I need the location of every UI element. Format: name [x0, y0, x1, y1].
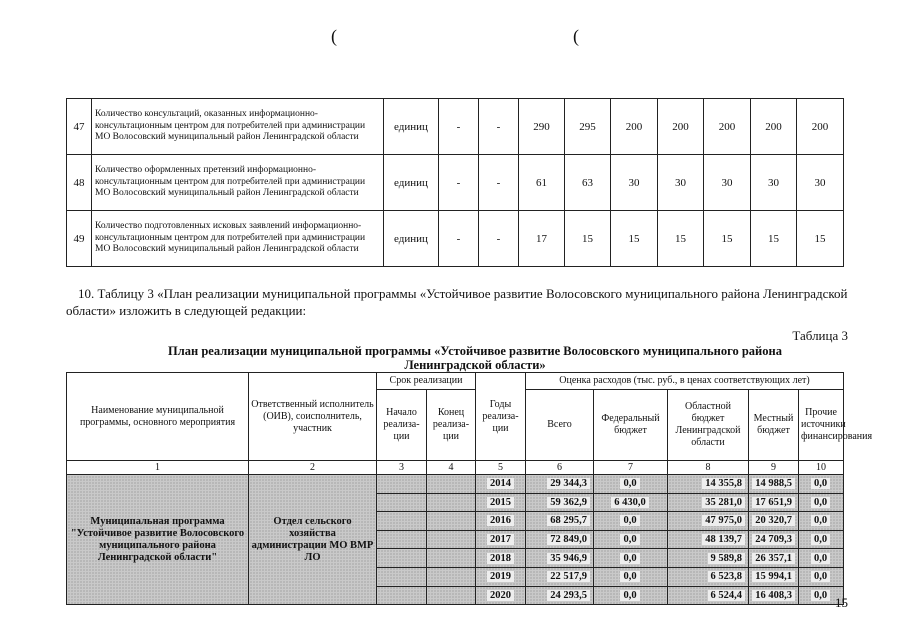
other-cell-value: 0,0: [811, 497, 830, 508]
unit-cell: единиц: [384, 99, 439, 155]
value-cell: 30: [704, 155, 751, 211]
header-cost: Оценка расходов (тыс. руб., в ценах соответствующих лет): [526, 373, 844, 390]
local-cell: [749, 530, 799, 549]
end-cell: [427, 567, 476, 586]
table-title: План реализации муниципальной программы «Устойчивое развитие Волосовского муниципального района Ленинградской области»: [168, 344, 782, 372]
regional-cell-value: 47 975,0: [702, 515, 745, 526]
other-cell: [799, 567, 844, 586]
indicator-description: Количество оформленных претензий информационно-консультационным центром для потребителей при администрации МО Волосовский муниципальный район Ленинградской области: [92, 155, 384, 211]
regional-cell-value: 6 523,8: [708, 571, 746, 582]
end-cell: [427, 530, 476, 549]
year-cell-value: 2019: [487, 571, 514, 582]
start-cell: [377, 586, 427, 605]
local-cell: [749, 512, 799, 531]
executor-name: Отдел сельского хозяйства администрации МО ВМР ЛО: [249, 475, 377, 605]
regional-cell-value: 14 355,8: [702, 478, 745, 489]
total-cell: [526, 475, 594, 494]
total-cell: [526, 549, 594, 568]
header-start: Начало реализа-ции: [377, 390, 427, 461]
column-index: 6: [526, 461, 594, 475]
total-cell: [526, 567, 594, 586]
local-cell: [749, 567, 799, 586]
column-index: 1: [67, 461, 249, 475]
federal-cell-value: 0,0: [620, 534, 639, 545]
unit-cell: единиц: [384, 155, 439, 211]
other-cell: [799, 493, 844, 512]
other-cell-value: 0,0: [811, 534, 830, 545]
dash-cell: -: [479, 99, 519, 155]
column-index: 3: [377, 461, 427, 475]
federal-cell-value: 0,0: [620, 478, 639, 489]
page-number: 15: [835, 595, 848, 610]
local-cell-value: 14 988,5: [752, 478, 795, 489]
start-cell: [377, 530, 427, 549]
value-cell: 295: [565, 99, 611, 155]
local-cell: [749, 549, 799, 568]
indicator-description: Количество консультаций, оказанных информационно-консультационным центром для потребителей при администрации МО Волосовский муниципальный район Ленинградской области: [92, 99, 384, 155]
local-cell-value: 24 709,3: [752, 534, 795, 545]
local-cell-value: 17 651,9: [752, 497, 795, 508]
local-cell: [749, 493, 799, 512]
end-cell: [427, 475, 476, 494]
end-cell: [427, 549, 476, 568]
header-term: Срок реализации: [377, 373, 476, 390]
table-label: Таблица 3: [792, 328, 848, 343]
regional-cell: [668, 567, 749, 586]
value-cell: 200: [751, 99, 797, 155]
local-cell-value: 20 320,7: [752, 515, 795, 526]
regional-cell: [668, 493, 749, 512]
federal-cell-value: 6 430,0: [611, 497, 649, 508]
year-cell-value: 2014: [487, 478, 514, 489]
year-cell: [476, 475, 526, 494]
value-cell: 17: [519, 211, 565, 267]
value-cell: 200: [704, 99, 751, 155]
local-cell: [749, 586, 799, 605]
end-cell: [427, 493, 476, 512]
column-index: 8: [668, 461, 749, 475]
table-row: [67, 99, 844, 155]
header-name: Наименование муниципальной программы, основного мероприятия: [67, 373, 249, 461]
regional-cell: [668, 549, 749, 568]
header-local: Местный бюджет: [749, 390, 799, 461]
year-cell: [476, 512, 526, 531]
dash-cell: -: [479, 211, 519, 267]
regional-cell: [668, 475, 749, 494]
value-cell: 15: [797, 211, 844, 267]
year-cell-value: 2020: [487, 590, 514, 601]
value-cell: 15: [658, 211, 704, 267]
value-cell: 63: [565, 155, 611, 211]
year-cell-value: 2015: [487, 497, 514, 508]
regional-cell: [668, 530, 749, 549]
federal-cell-value: 0,0: [620, 515, 639, 526]
total-cell: [526, 493, 594, 512]
other-cell: [799, 530, 844, 549]
value-cell: 30: [658, 155, 704, 211]
program-name: Муниципальная программа "Устойчивое развитие Волосовского муниципального района Ленинградской области": [67, 475, 249, 605]
federal-cell: [594, 530, 668, 549]
other-cell-value: 0,0: [811, 553, 830, 564]
value-cell: 61: [519, 155, 565, 211]
indicators-table: [66, 98, 844, 267]
header-total: Всего: [526, 390, 594, 461]
federal-cell: [594, 493, 668, 512]
table-row: [67, 475, 844, 494]
year-cell: [476, 586, 526, 605]
total-cell-value: 29 344,3: [547, 478, 590, 489]
year-cell: [476, 530, 526, 549]
column-index: 5: [476, 461, 526, 475]
header-end: Конец реализа-ции: [427, 390, 476, 461]
start-cell: [377, 493, 427, 512]
value-cell: 200: [611, 99, 658, 155]
row-number: 48: [67, 155, 92, 211]
other-cell-value: 0,0: [811, 515, 830, 526]
row-number: 47: [67, 99, 92, 155]
year-cell-value: 2016: [487, 515, 514, 526]
header-regional: Областной бюджет Ленинградской области: [668, 390, 749, 461]
column-index: 4: [427, 461, 476, 475]
column-index: 10: [799, 461, 844, 475]
value-cell: 200: [658, 99, 704, 155]
total-cell: [526, 530, 594, 549]
federal-cell-value: 0,0: [620, 571, 639, 582]
federal-cell-value: 0,0: [620, 553, 639, 564]
year-cell-value: 2017: [487, 534, 514, 545]
other-cell-value: 0,0: [811, 478, 830, 489]
value-cell: 290: [519, 99, 565, 155]
other-cell: [799, 549, 844, 568]
bracket-mark-right: (: [573, 26, 579, 46]
federal-cell: [594, 512, 668, 531]
start-cell: [377, 512, 427, 531]
total-cell: [526, 586, 594, 605]
local-cell-value: 26 357,1: [752, 553, 795, 564]
unit-cell: единиц: [384, 211, 439, 267]
regional-cell: [668, 586, 749, 605]
other-cell: [799, 512, 844, 531]
other-cell-value: 0,0: [811, 571, 830, 582]
federal-cell: [594, 586, 668, 605]
column-index: 7: [594, 461, 668, 475]
year-cell: [476, 549, 526, 568]
total-cell-value: 68 295,7: [547, 515, 590, 526]
end-cell: [427, 586, 476, 605]
value-cell: 15: [611, 211, 658, 267]
federal-cell: [594, 549, 668, 568]
total-cell-value: 22 517,9: [547, 571, 590, 582]
total-cell-value: 59 362,9: [547, 497, 590, 508]
regional-cell: [668, 512, 749, 531]
header-other: Прочие источники финансирования: [799, 390, 844, 461]
column-index: 2: [249, 461, 377, 475]
year-cell: [476, 493, 526, 512]
year-cell: [476, 567, 526, 586]
plan-table: [66, 372, 873, 605]
value-cell: 30: [751, 155, 797, 211]
end-cell: [427, 512, 476, 531]
dash-cell: -: [439, 99, 479, 155]
header-federal: Федеральный бюджет: [594, 390, 668, 461]
value-cell: 15: [751, 211, 797, 267]
value-cell: 15: [704, 211, 751, 267]
start-cell: [377, 475, 427, 494]
regional-cell-value: 48 139,7: [702, 534, 745, 545]
dash-cell: -: [479, 155, 519, 211]
value-cell: 30: [611, 155, 658, 211]
regional-cell-value: 6 524,4: [708, 590, 746, 601]
total-cell-value: 24 293,5: [547, 590, 590, 601]
regional-cell-value: 35 281,0: [702, 497, 745, 508]
indicator-description: Количество подготовленных исковых заявлений информационно-консультационным центром для потребителей при администрации МО Волосовский муниципальный район Ленинградской области: [92, 211, 384, 267]
value-cell: 30: [797, 155, 844, 211]
total-cell-value: 72 849,0: [547, 534, 590, 545]
column-index: 9: [749, 461, 799, 475]
header-years: Годы реализа-ции: [476, 373, 526, 461]
value-cell: 200: [797, 99, 844, 155]
bracket-mark-left: (: [331, 26, 337, 46]
start-cell: [377, 549, 427, 568]
other-cell: [799, 475, 844, 494]
federal-cell: [594, 475, 668, 494]
amendment-paragraph: 10. Таблицу 3 «План реализации муниципальной программы «Устойчивое развитие Волосовского муниципального района Ленинградской области» изложить в следующей редакции:: [66, 286, 848, 318]
table-row: [67, 155, 844, 211]
local-cell-value: 16 408,3: [752, 590, 795, 601]
other-cell-value: 0,0: [811, 590, 830, 601]
dash-cell: -: [439, 211, 479, 267]
federal-cell-value: 0,0: [620, 590, 639, 601]
header-executor: Ответственный исполнитель (ОИВ), соисполнитель, участник: [249, 373, 377, 461]
row-number: 49: [67, 211, 92, 267]
regional-cell-value: 9 589,8: [708, 553, 746, 564]
dash-cell: -: [439, 155, 479, 211]
table-row: [67, 211, 844, 267]
value-cell: 15: [565, 211, 611, 267]
total-cell-value: 35 946,9: [547, 553, 590, 564]
year-cell-value: 2018: [487, 553, 514, 564]
federal-cell: [594, 567, 668, 586]
local-cell-value: 15 994,1: [752, 571, 795, 582]
local-cell: [749, 475, 799, 494]
start-cell: [377, 567, 427, 586]
total-cell: [526, 512, 594, 531]
